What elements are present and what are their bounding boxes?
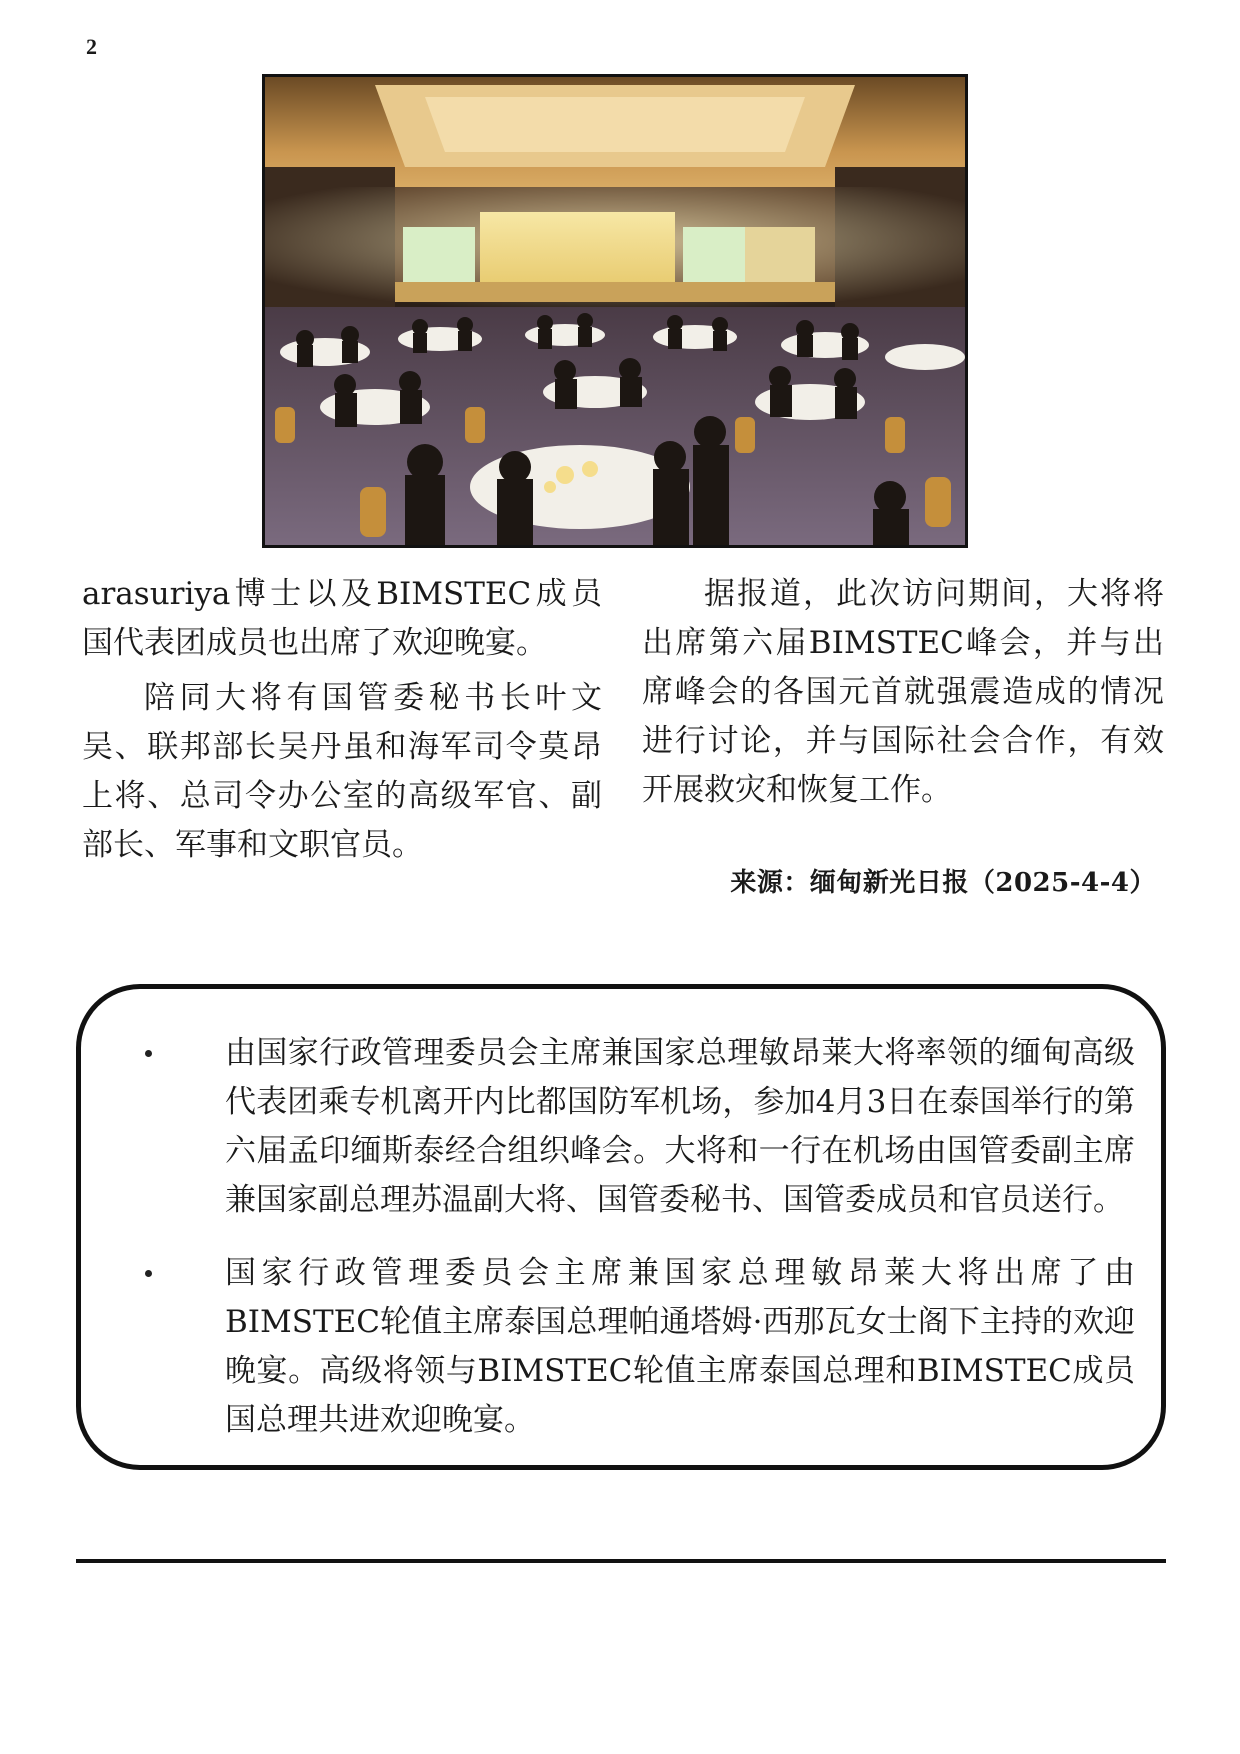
page-number: 2	[86, 34, 97, 59]
left-paragraph-1: arasuriya博士以及BIMSTEC成员国代表团成员也出席了欢迎晚宴。	[82, 576, 602, 661]
summary-item	[111, 1249, 1135, 1445]
bullet-icon	[145, 1270, 152, 1277]
left-paragraph-2: 陪同大将有国管委秘书长叶文吴、联邦部长吴丹虽和海军司令莫昂上将、总司令办公室的高级军官、副部长、军事和文职官员。	[82, 680, 602, 863]
banquet-hall-photo	[262, 74, 968, 548]
summary-item-text: 由国家行政管理委员会主席兼国家总理敏昂莱大将率领的缅甸高级代表团乘专机离开内比都国防军机场，参加4月3日在泰国举行的第六届孟印缅斯泰经合组织峰会。大将和一行在机场由国管委副主席兼国家副总理苏温副大将、国管委秘书、国管委成员和官员送行。	[225, 1035, 1135, 1218]
bullet-icon	[145, 1050, 152, 1057]
summary-item	[111, 1029, 1135, 1225]
summary-list	[111, 1029, 1135, 1469]
summary-item-text: 国家行政管理委员会主席兼国家总理敏昂莱大将出席了由BIMSTEC轮值主席泰国总理帕通塔姆·西那瓦女士阁下主持的欢迎晚宴。高级将领与BIMSTEC轮值主席泰国总理和BIMSTEC成员国总理共进欢迎晚宴。	[225, 1255, 1135, 1438]
summary-box	[76, 984, 1166, 1470]
source-citation: 来源：缅甸新光日报（2025-4-4）	[730, 868, 1156, 898]
horizontal-rule	[76, 1559, 1166, 1563]
right-paragraph-1: 据报道，此次访问期间，大将将出席第六届BIMSTEC峰会，并与出席峰会的各国元首就强震造成的情况进行讨论，并与国际社会合作，有效开展救灾和恢复工作。	[642, 576, 1164, 808]
right-column	[642, 570, 1164, 815]
left-column	[82, 570, 602, 870]
